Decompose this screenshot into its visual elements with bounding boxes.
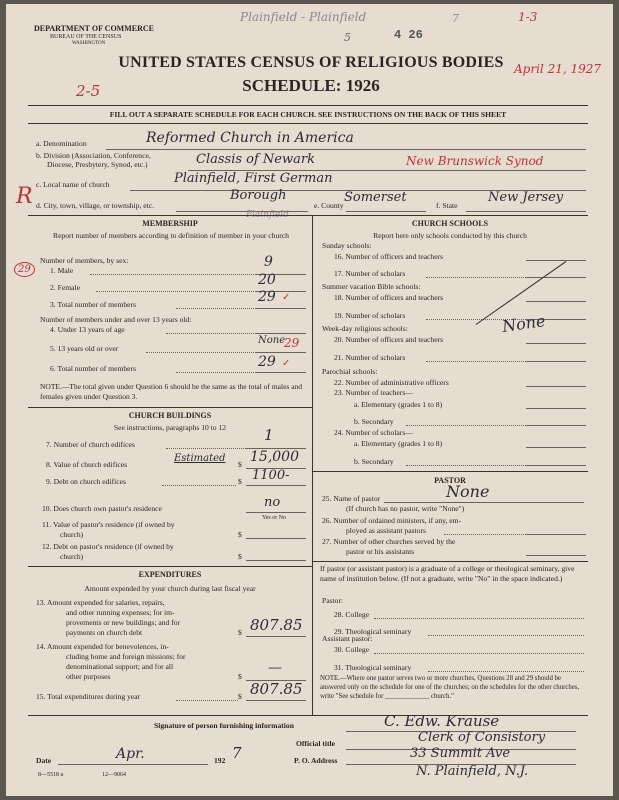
divider [28, 215, 588, 216]
signature-value[interactable]: C. Edw. Krause [384, 712, 500, 730]
local-name-value[interactable]: Plainfield, First German [174, 171, 333, 186]
dollar-sign: $ [238, 530, 242, 539]
q24b-label: b. Secondary [354, 457, 394, 466]
city-label: WASHINGTON [72, 41, 106, 46]
q3-value[interactable]: 29 [258, 289, 276, 305]
membership-intro: Report number of members according to definition of member in your church [53, 231, 289, 240]
q14-label-4: other purposes [66, 672, 111, 681]
q8-note: Estimated [174, 453, 226, 464]
q13-label-4: payments on church debt [66, 628, 143, 637]
schools-none-value[interactable]: None [500, 311, 547, 336]
state-label: f. State [436, 201, 458, 210]
q14-label-3: denominational support; and for all [66, 662, 174, 671]
q18-label: 18. Number of officers and teachers [334, 293, 444, 302]
pastor-title: PASTOR [434, 476, 466, 485]
official-title-label: Official title [296, 739, 336, 748]
q22-label: 22. Number of administrative officers [334, 378, 449, 387]
q16-label: 16. Number of officers and teachers [334, 252, 444, 261]
q5-value[interactable]: 29 [284, 336, 300, 350]
q21-label: 21. Number of scholars [334, 353, 406, 362]
dollar-sign: $ [238, 672, 242, 681]
pastor-note: NOTE.—Where one pastor serves two or more churches, Questions 28 and 29 should be answered only on the schedule for one of the churches; on the schedules for the other churches, write "See schedule for _____________ church." [320, 675, 580, 700]
q23b-label: b. Secondary [354, 417, 394, 426]
handwritten-place: Plainfield - Plainfield [240, 10, 367, 24]
q2-label: 2. Female [50, 283, 80, 292]
form-number: 8—5518 a [38, 772, 64, 778]
graduate-note: If pastor (or assistant pastor) is a graduate of a college or theological seminary, give name of institution below. (If not a graduate, write "No" in the space indicated.) [320, 564, 575, 583]
signature-label: Signature of person furnishing information [154, 721, 294, 730]
q15-label: 15. Total expenditures during year [36, 692, 141, 701]
q10-value[interactable]: no [264, 495, 281, 510]
check-mark: ✓ [282, 292, 291, 303]
po-address-label: P. O. Address [294, 756, 338, 765]
q24a-label: a. Elementary (grades 1 to 8) [354, 439, 443, 448]
buildings-title: CHURCH BUILDINGS [128, 411, 212, 420]
q12-label: 12. Debt on pastor's residence (if owned by [42, 542, 174, 551]
dollar-sign: $ [238, 552, 242, 561]
q3-label: 3. Total number of members [50, 300, 137, 309]
divider [28, 123, 588, 124]
q12-label-2: church) [60, 552, 84, 561]
division-value[interactable]: Classis of Newark [196, 152, 315, 167]
divider [28, 105, 588, 106]
handwritten-number: 5 [344, 31, 351, 44]
divider [28, 566, 312, 567]
q26-label: 26. Number of ordained ministers, if any, em- [322, 516, 462, 525]
q11-label: 11. Value of pastor's residence (if owned by [42, 520, 175, 529]
handwritten-corner: 7 [452, 12, 459, 25]
membership-note: NOTE.—The total given under Question 6 should be the same as the total of males and females given under Question 3. [40, 382, 303, 401]
q31-label: 31. Theological seminary [334, 663, 412, 672]
yes-no-hint: Yes or No [262, 515, 287, 521]
po-address-value-2[interactable]: N. Plainfield, N.J. [416, 764, 529, 779]
instruction-banner: FILL OUT A SEPARATE SCHEDULE FOR EACH CHURCH. SEE INSTRUCTIONS ON THE BACK OF THIS SHEET [109, 110, 507, 119]
sunday-label: Sunday schools: [322, 241, 372, 250]
handwritten-date: April 21, 1927 [514, 62, 602, 76]
year-prefix: 192 [214, 756, 226, 765]
members-by-sex-label: Number of members, by sex: [40, 256, 129, 265]
q29-label: 29. Theological seminary [334, 627, 412, 636]
q14-value[interactable]: — [268, 660, 282, 676]
official-title-value[interactable]: Clerk of Consistory [418, 730, 546, 745]
q19-label: 19. Number of scholars [334, 311, 406, 320]
synod-value[interactable]: New Brunswick Synod [406, 154, 544, 168]
division-label-2: Diocese, Presbytery, Synod, etc.) [47, 160, 148, 169]
local-name-label: c. Local name of church [36, 180, 110, 189]
q24-label: 24. Number of scholars— [334, 428, 413, 437]
q13-label-3: provements or new buildings; and for [66, 618, 181, 627]
red-r-mark: R [16, 184, 33, 209]
check-mark: ✓ [282, 358, 291, 369]
q6-label: 6. Total number of members [50, 364, 137, 373]
bureau-label: BUREAU OF THE CENSUS [50, 34, 122, 40]
q9-value[interactable]: 1100- [252, 468, 290, 483]
q2-value[interactable]: 20 [258, 272, 276, 288]
county-label: e. County [314, 201, 344, 210]
divider [312, 561, 588, 562]
q13-label-2: and other running expenses; for im- [66, 608, 175, 617]
date-value[interactable]: Apr. [116, 746, 145, 762]
expenditures-title: EXPENDITURES [138, 570, 202, 579]
stamp-number: 4 26 [394, 28, 423, 42]
q27-label-2: pastor or his assistants [346, 547, 415, 556]
membership-title: MEMBERSHIP [142, 219, 198, 228]
q1-value[interactable]: 9 [264, 254, 273, 270]
parochial-label: Parochial schools: [322, 367, 378, 376]
form-number-2: 12—9064 [102, 772, 126, 778]
q13-label: 13. Amount expended for salaries, repairs, [36, 598, 165, 607]
q5-label: 5. 13 years old or over [50, 344, 119, 353]
q10-label: 10. Does church own pastor's residence [42, 504, 162, 513]
circled-total: 29 [14, 262, 35, 277]
q7-value[interactable]: 1 [264, 426, 274, 444]
denomination-value[interactable]: Reformed Church in America [146, 130, 354, 146]
q25-value[interactable]: None [446, 482, 490, 501]
column-divider [312, 215, 313, 715]
summer-label: Summer vacation Bible schools: [322, 282, 421, 291]
county-value[interactable]: Somerset [344, 190, 407, 205]
date-label: Date [36, 756, 52, 765]
pastor-sub-label: Pastor: [322, 596, 344, 605]
po-address-value[interactable]: 33 Summit Ave [410, 746, 511, 761]
dollar-sign: $ [238, 628, 242, 637]
dollar-sign: $ [238, 692, 242, 701]
divider [28, 715, 588, 716]
q26-label-2: ployed as assistant pastors [346, 526, 426, 535]
q14-label-2: cluding home and foreign missions; for [66, 652, 186, 661]
q14-label: 14. Amount expended for benevolences, in- [36, 642, 169, 651]
q25-note: (If church has no pastor, write "None") [346, 504, 465, 513]
q13-value[interactable]: 807.85 [250, 616, 303, 634]
expenditures-intro: Amount expended by your church during last fiscal year [84, 584, 256, 593]
denomination-label: a. Denomination [36, 139, 87, 148]
schools-intro: Report here only schools conducted by this church [373, 231, 527, 240]
q23-label: 23. Number of teachers— [334, 388, 413, 397]
schedule-title: SCHEDULE: 1926 [242, 76, 380, 95]
q6-value[interactable]: 29 [258, 354, 276, 370]
weekday-label: Week-day religious schools: [322, 324, 408, 333]
dollar-sign: $ [238, 477, 242, 486]
state-value[interactable]: New Jersey [488, 190, 564, 205]
q27-label: 27. Number of other churches served by the [322, 537, 456, 546]
q25-label: 25. Name of pastor [322, 494, 381, 503]
age-intro: Number of members under and over 13 years old: [40, 315, 192, 324]
q7-label: 7. Number of church edifices [46, 440, 135, 449]
dollar-sign: $ [238, 460, 242, 469]
q1-label: 1. Male [50, 266, 74, 275]
q8-value[interactable]: 15,000 [250, 449, 299, 465]
city-label: d. City, town, village, or township, etc. [36, 201, 155, 210]
assistant-sub-label: Assistant pastor: [322, 634, 373, 643]
q28-label: 28. College [334, 610, 370, 619]
year-value[interactable]: 7 [232, 744, 242, 762]
q20-label: 20. Number of officers and teachers [334, 335, 444, 344]
buildings-intro: See instructions, paragraphs 10 to 12 [113, 423, 227, 432]
division-label: b. Division (Association, Conference, [36, 151, 151, 160]
schools-title: CHURCH SCHOOLS [411, 219, 489, 228]
city-value[interactable]: Borough [230, 188, 287, 203]
department-label: DEPARTMENT OF COMMERCE [34, 24, 155, 33]
handwritten-corner-red: 1-3 [518, 10, 538, 24]
q23a-label: a. Elementary (grades 1 to 8) [354, 400, 443, 409]
q30-label: 30. College [334, 645, 370, 654]
q8-label: 8. Value of church edifices [46, 460, 128, 469]
q9-label: 9. Debt on church edifices [46, 477, 126, 486]
census-form [6, 4, 613, 796]
q11-label-2: church) [60, 530, 84, 539]
q17-label: 17. Number of scholars [334, 269, 406, 278]
divider [312, 471, 588, 472]
q15-value[interactable]: 807.85 [250, 680, 303, 698]
city-value-2: Plainfield [246, 210, 289, 220]
q4-value[interactable]: None [258, 335, 286, 346]
handwritten-code: 2-5 [76, 82, 101, 100]
divider [28, 407, 312, 408]
q4-label: 4. Under 13 years of age [50, 325, 125, 334]
form-title: UNITED STATES CENSUS OF RELIGIOUS BODIES [118, 54, 504, 71]
